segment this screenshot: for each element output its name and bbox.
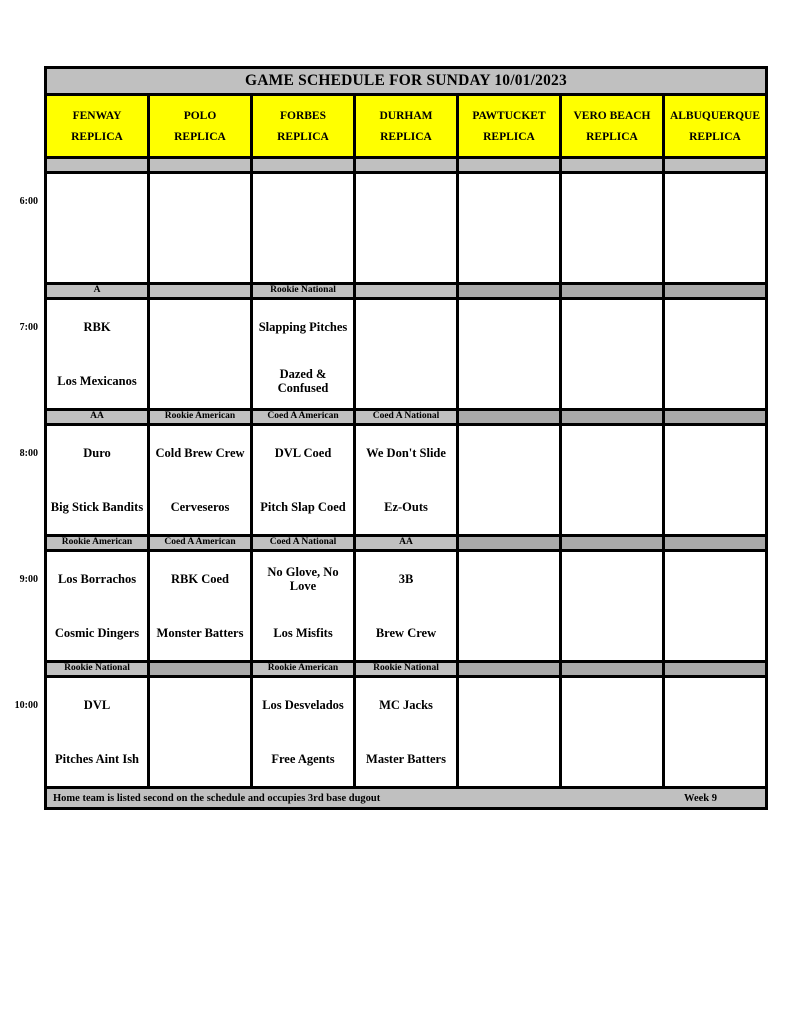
away-team [356, 174, 456, 228]
away-team [459, 678, 559, 732]
spacer-cell [356, 159, 456, 171]
division-cell [356, 285, 456, 297]
field-name: DURHAM [379, 109, 433, 122]
game-cell [47, 678, 147, 786]
home-team [562, 606, 662, 660]
away-team [562, 552, 662, 606]
home-team: Ez-Outs [384, 499, 428, 514]
division-cell: Rookie American [253, 663, 353, 675]
game-cell [356, 678, 456, 786]
game-cell [253, 300, 353, 408]
home-team [459, 480, 559, 534]
away-team [665, 678, 765, 732]
division-cell: Coed A National [253, 537, 353, 549]
game-cell [356, 552, 456, 660]
home-team [665, 480, 765, 534]
field-type: REPLICA [483, 130, 535, 143]
away-team [459, 426, 559, 480]
away-team [562, 174, 662, 228]
home-team [562, 480, 662, 534]
game-cell [253, 552, 353, 660]
spacer-cell [150, 159, 250, 171]
field-type: REPLICA [277, 130, 329, 143]
away-team [665, 300, 765, 354]
home-team [459, 732, 559, 786]
game-cell [150, 174, 250, 282]
field-name: PAWTUCKET [472, 109, 546, 122]
away-team [459, 552, 559, 606]
spacer-cell [562, 159, 662, 171]
spacer-cell [459, 159, 559, 171]
home-team [562, 732, 662, 786]
field-type: REPLICA [689, 130, 741, 143]
field-type: REPLICA [586, 130, 638, 143]
home-team [459, 228, 559, 282]
spacer-cell [47, 159, 147, 171]
game-cell [562, 174, 662, 282]
away-team [459, 300, 559, 354]
away-team: No Glove, No Love [267, 564, 339, 593]
home-team [665, 354, 765, 408]
game-cell [459, 174, 559, 282]
home-team: Cerveseros [170, 499, 230, 514]
home-team [150, 732, 250, 786]
away-team: MC Jacks [379, 697, 433, 712]
division-cell [562, 663, 662, 675]
game-cell [459, 300, 559, 408]
field-header-polo [150, 96, 250, 156]
game-cell [150, 552, 250, 660]
game-cell [459, 426, 559, 534]
division-cell: Coed A National [356, 411, 456, 423]
division-cell: AA [356, 537, 456, 549]
home-team: Cosmic Dingers [54, 625, 140, 640]
game-cell [562, 552, 662, 660]
division-cell: Rookie National [47, 663, 147, 675]
division-cell [562, 537, 662, 549]
home-team: Dazed & Confused [277, 366, 329, 395]
field-header-pawtucket [459, 96, 559, 156]
game-cell [459, 552, 559, 660]
field-type: REPLICA [71, 130, 123, 143]
division-cell: Rookie National [253, 285, 353, 297]
home-team [356, 354, 456, 408]
field-name: FORBES [279, 109, 326, 122]
time-label-600: 6:00 [19, 196, 38, 207]
away-team [459, 174, 559, 228]
field-name: FENWAY [72, 109, 122, 122]
field-name: ALBUQUERQUE [669, 109, 761, 122]
game-cell [253, 678, 353, 786]
game-cell [150, 678, 250, 786]
game-cell [665, 552, 765, 660]
division-cell [665, 537, 765, 549]
home-team [665, 228, 765, 282]
game-cell [356, 426, 456, 534]
division-cell [459, 663, 559, 675]
away-team: RBK [83, 319, 111, 334]
away-team: We Don't Slide [366, 445, 446, 460]
away-team [665, 426, 765, 480]
field-type: REPLICA [174, 130, 226, 143]
spacer-cell [253, 159, 353, 171]
away-team [150, 678, 250, 732]
schedule-table [44, 66, 768, 810]
game-cell [47, 174, 147, 282]
away-team [562, 678, 662, 732]
division-cell [562, 285, 662, 297]
away-team: DVL [83, 697, 111, 712]
home-team [47, 228, 147, 282]
home-team [665, 606, 765, 660]
away-team: RBK Coed [171, 571, 229, 586]
home-team [562, 354, 662, 408]
field-header-forbes [253, 96, 353, 156]
field-header-albuquerque [665, 96, 765, 156]
field-name: POLO [183, 109, 217, 122]
time-label-700: 7:00 [19, 322, 38, 333]
division-cell: A [47, 285, 147, 297]
division-cell: Rookie American [150, 411, 250, 423]
home-team [253, 228, 353, 282]
week-label: Week 9 [684, 792, 717, 804]
home-team: Monster Batters [156, 625, 244, 640]
division-cell [459, 537, 559, 549]
division-cell [150, 285, 250, 297]
game-cell [253, 426, 353, 534]
away-team [253, 174, 353, 228]
division-cell [665, 285, 765, 297]
game-cell [562, 300, 662, 408]
division-cell: Coed A American [150, 537, 250, 549]
game-cell [47, 426, 147, 534]
away-team: Slapping Pitches [258, 319, 348, 334]
division-cell: Rookie National [356, 663, 456, 675]
away-team [562, 426, 662, 480]
away-team [356, 300, 456, 354]
home-team [459, 354, 559, 408]
home-team [665, 732, 765, 786]
game-cell [562, 678, 662, 786]
division-cell: Coed A American [253, 411, 353, 423]
game-cell [253, 174, 353, 282]
away-team [665, 174, 765, 228]
division-cell [459, 285, 559, 297]
away-team: DVL Coed [274, 445, 332, 460]
home-team: Los Misfits [273, 625, 333, 640]
game-cell [47, 300, 147, 408]
away-team [150, 174, 250, 228]
home-team: Big Stick Bandits [50, 499, 144, 514]
spacer-cell [665, 159, 765, 171]
field-type: REPLICA [380, 130, 432, 143]
time-label-800: 8:00 [19, 448, 38, 459]
field-header-durham [356, 96, 456, 156]
division-cell [562, 411, 662, 423]
division-cell [150, 663, 250, 675]
away-team [47, 174, 147, 228]
game-cell [150, 426, 250, 534]
footer-bar [47, 789, 765, 807]
game-cell [665, 174, 765, 282]
away-team: Los Desvelados [262, 697, 344, 712]
home-team [356, 228, 456, 282]
home-team [150, 228, 250, 282]
home-team: Los Mexicanos [57, 373, 137, 388]
away-team: Cold Brew Crew [155, 445, 245, 460]
home-team-note: Home team is listed second on the schedule and occupies 3rd base dugout [53, 792, 381, 804]
home-team: Brew Crew [375, 625, 437, 640]
home-team [562, 228, 662, 282]
division-cell [459, 411, 559, 423]
away-team [562, 300, 662, 354]
game-cell [665, 300, 765, 408]
game-cell [665, 678, 765, 786]
schedule-title: GAME SCHEDULE FOR SUNDAY 10/01/2023 [47, 69, 765, 93]
game-cell [562, 426, 662, 534]
division-cell: Rookie American [47, 537, 147, 549]
division-cell [665, 663, 765, 675]
home-team: Free Agents [271, 751, 335, 766]
home-team: Master Batters [366, 751, 446, 766]
division-cell: AA [47, 411, 147, 423]
away-team: 3B [398, 571, 414, 586]
game-cell [47, 552, 147, 660]
game-cell [459, 678, 559, 786]
time-label-1000: 10:00 [14, 700, 38, 711]
home-team [150, 354, 250, 408]
division-cell [665, 411, 765, 423]
away-team: Los Borrachos [57, 571, 137, 586]
home-team [459, 606, 559, 660]
field-header-fenway [47, 96, 147, 156]
field-name: VERO BEACH [573, 109, 651, 122]
time-label-900: 9:00 [19, 574, 38, 585]
home-team: Pitches Aint Ish [54, 751, 140, 766]
game-cell [356, 300, 456, 408]
game-cell [665, 426, 765, 534]
away-team [665, 552, 765, 606]
game-cell [150, 300, 250, 408]
home-team: Pitch Slap Coed [260, 499, 346, 514]
field-header-vero-beach [562, 96, 662, 156]
game-cell [356, 174, 456, 282]
away-team: Duro [83, 445, 111, 460]
away-team [150, 300, 250, 354]
